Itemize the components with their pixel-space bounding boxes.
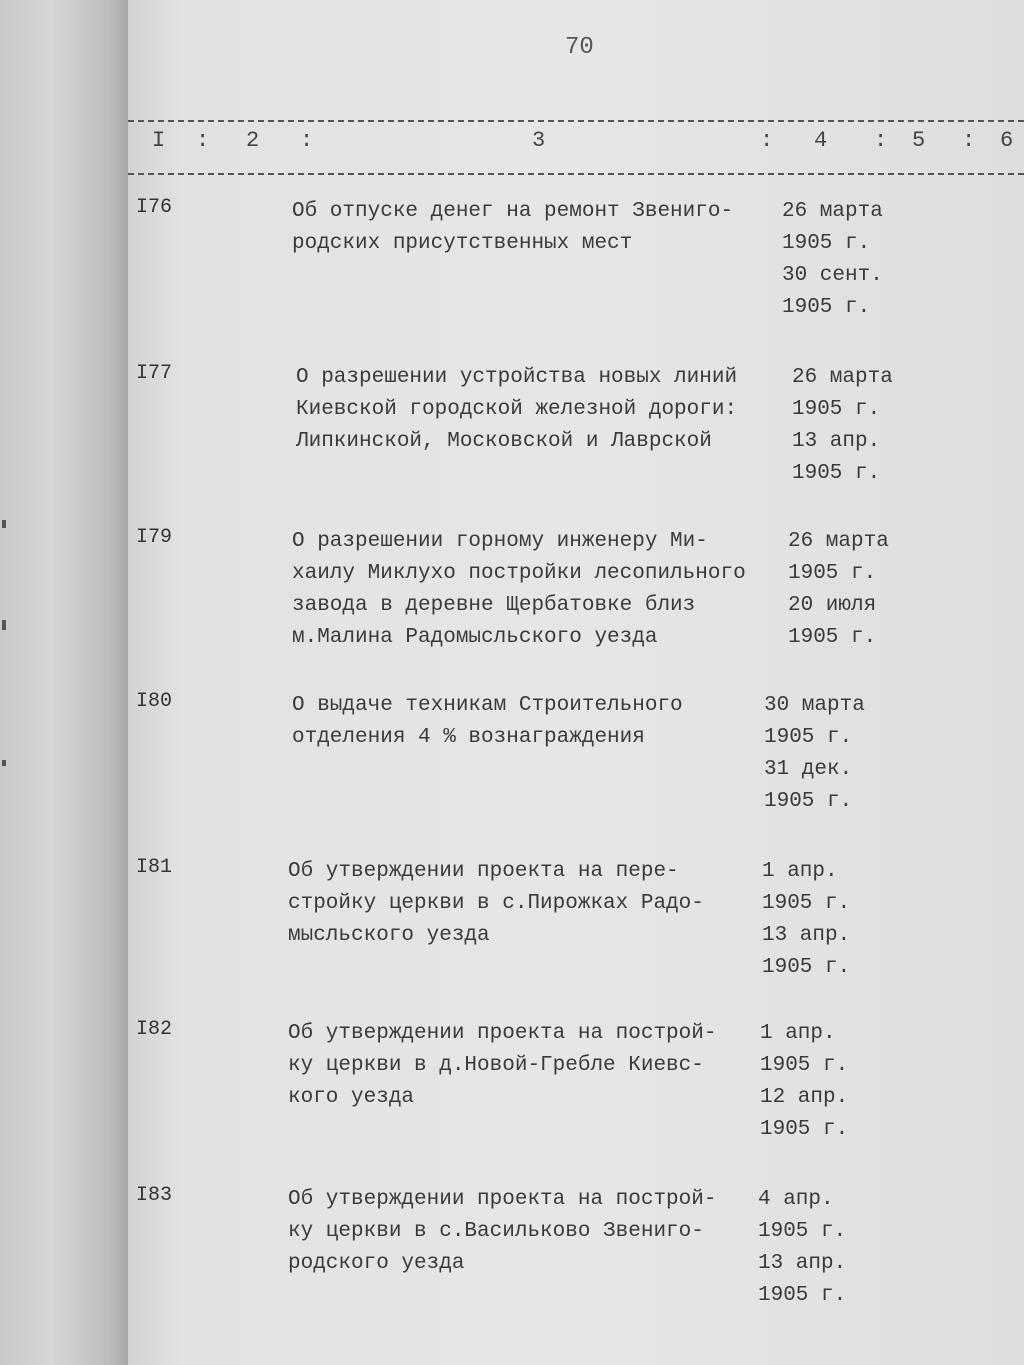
- column-header-2: 2: [246, 128, 260, 153]
- column-separator: :: [196, 128, 210, 153]
- column-separator: :: [874, 128, 888, 153]
- entry-number: I77: [136, 362, 173, 385]
- entry-dates: 26 марта 1905 г. 30 сент. 1905 г.: [782, 200, 883, 319]
- column-separator: :: [760, 128, 774, 153]
- entry-number: I82: [136, 1018, 173, 1041]
- document-page: [128, 0, 1024, 1365]
- entry-dates: 1 апр. 1905 г. 13 апр. 1905 г.: [762, 860, 851, 979]
- column-header-6: 6: [1000, 128, 1014, 153]
- entry-number: I81: [136, 856, 173, 879]
- column-header-4: 4: [814, 128, 828, 153]
- entry-dates: 30 марта 1905 г. 31 дек. 1905 г.: [764, 694, 865, 813]
- entry-description: Об утверждении проекта на построй- ку церкви в с.Васильково Звениго- родского уезда: [288, 1188, 717, 1275]
- edge-mark: [2, 620, 6, 630]
- entry-number: I76: [136, 196, 173, 219]
- entry-description: Об отпуске денег на ремонт Звениго- родских присутственных мест: [292, 200, 734, 255]
- entry-description: Об утверждении проекта на пере- стройку церкви в с.Пирожках Радо- мысльского уезда: [288, 860, 704, 947]
- entry-description: Об утверждении проекта на построй- ку церкви в д.Новой-Гребле Киевс- кого уезда: [288, 1022, 717, 1109]
- column-separator: :: [962, 128, 976, 153]
- column-separator: :: [300, 128, 314, 153]
- entry-description: О разрешении устройства новых линий Киевской городской железной дороги: Липкинской, Московской и Лаврской: [296, 366, 738, 453]
- entry-description: О разрешении горному инженеру Ми- хаилу Миклухо постройки лесопильного завода в деревне Щербатовке близ м.Малина Радомысльского уезда: [292, 530, 746, 649]
- header-rule-top: [128, 120, 1024, 122]
- page-number: 70: [565, 34, 594, 61]
- entry-dates: 26 марта 1905 г. 13 апр. 1905 г.: [792, 366, 893, 485]
- column-header-1: I: [152, 128, 166, 153]
- entry-dates: 4 апр. 1905 г. 13 апр. 1905 г.: [758, 1188, 847, 1307]
- entry-dates: 26 марта 1905 г. 20 июля 1905 г.: [788, 530, 889, 649]
- edge-mark: [2, 760, 6, 766]
- edge-mark: [2, 520, 6, 528]
- entry-number: I83: [136, 1184, 173, 1207]
- entry-dates: 1 апр. 1905 г. 12 апр. 1905 г.: [760, 1022, 849, 1141]
- entry-number: I80: [136, 690, 173, 713]
- header-rule-bottom: [128, 173, 1024, 175]
- column-header-3: 3: [532, 128, 546, 153]
- column-header-5: 5: [912, 128, 926, 153]
- adjacent-page-edge: [0, 0, 128, 1365]
- entry-description: О выдаче техникам Строительного отделения 4 % вознаграждения: [292, 694, 683, 749]
- entry-number: I79: [136, 526, 173, 549]
